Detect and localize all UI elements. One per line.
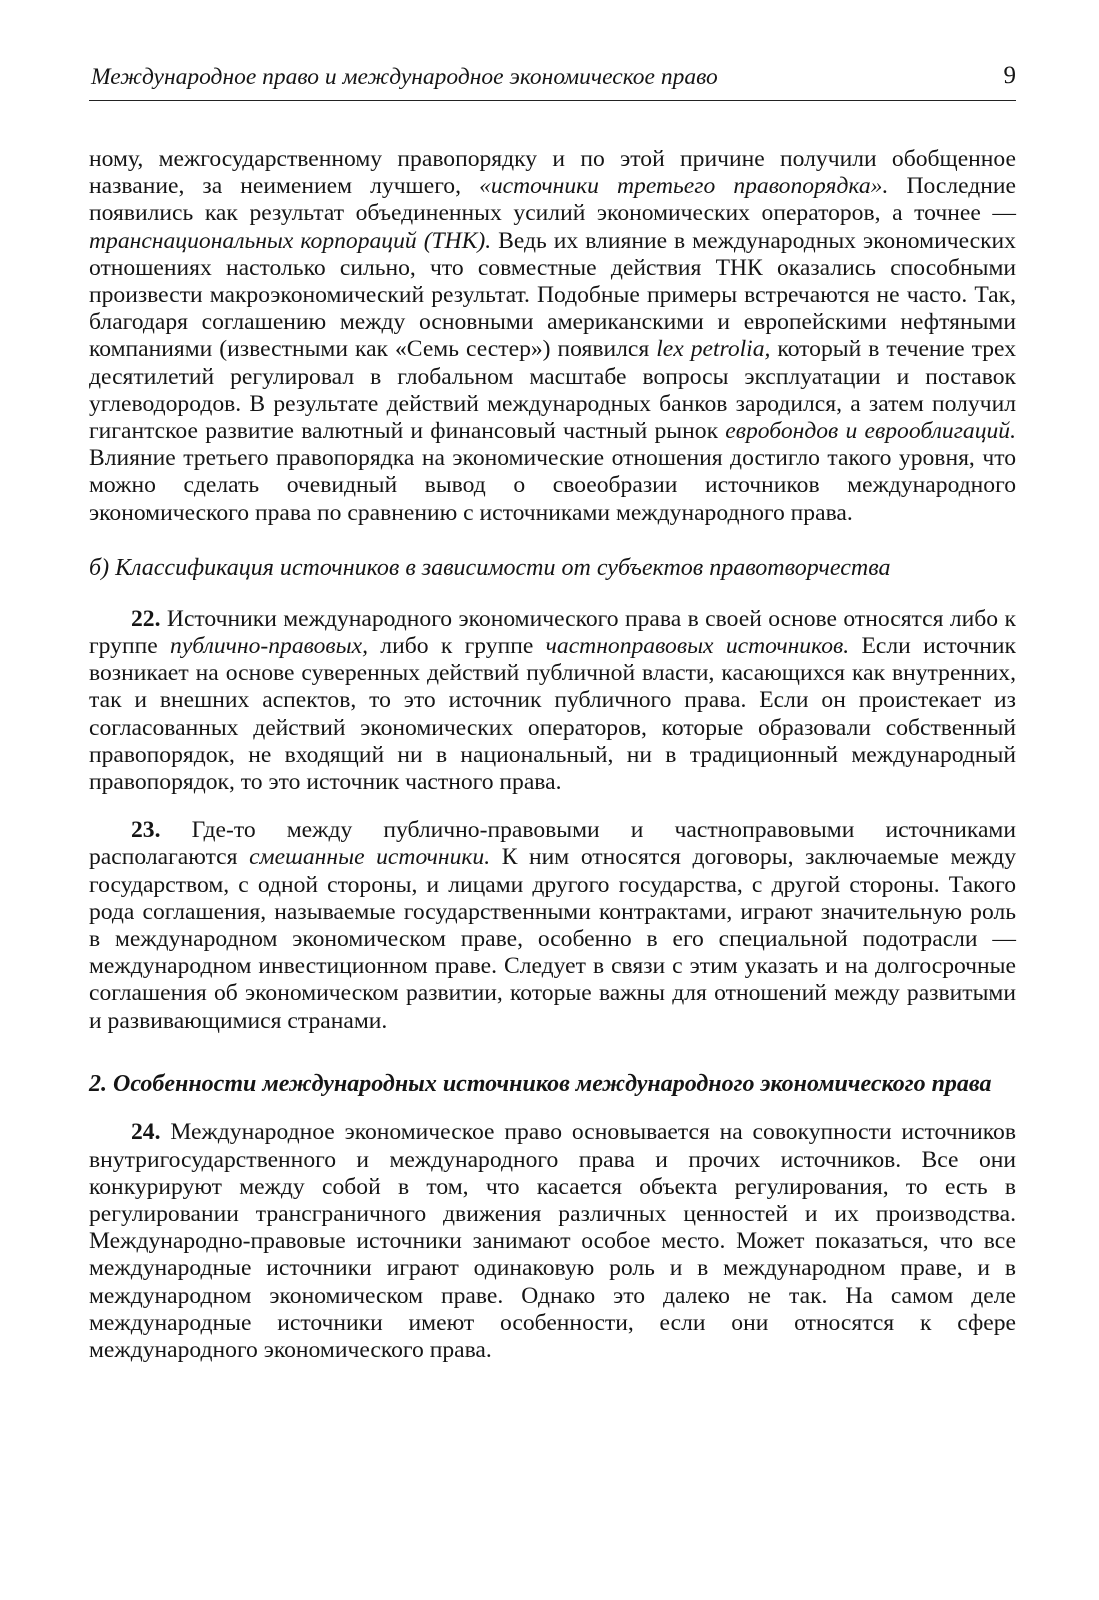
italic-run: евробондов и еврооблигаций. xyxy=(725,418,1016,445)
text-run: который в течение трех десятилетий регулировал в глобальном масштабе вопросы эксплуатации и поставок углеводородов. В результате действий международных банков зародился, а затем получил гигантское развитие валютный и финансовый частный рынок xyxy=(89,336,1016,445)
running-head xyxy=(89,60,1016,101)
italic-run: частноправовых источников. xyxy=(545,633,850,660)
text-run: либо к группе xyxy=(367,633,546,660)
italic-run: смешанные источники. xyxy=(249,844,491,871)
paragraph-23 xyxy=(89,817,1016,1035)
text-run: Где-то между публично-правовыми и частноправовыми источниками располагаются xyxy=(89,817,1016,871)
page-number: 9 xyxy=(1003,62,1016,89)
text-run: Источники международного экономического права в своей основе относятся либо к группе xyxy=(89,605,1016,660)
italic-run: транснациональных корпораций (ТНК). xyxy=(89,227,492,254)
text-run: Влияние третьего правопорядка на экономические отношения достигло такого уровня, что можно сделать очевидный вывод о своеобразии источников международного экономического права по сравнению с источниками международного права. xyxy=(89,445,1016,526)
paragraph-continuation xyxy=(89,146,1016,527)
text-run: ному, межгосударственному правопорядку и по этой причине получили обобщенное название, за неимением лучшего, xyxy=(89,146,1016,200)
paragraph-24 xyxy=(89,1119,1016,1364)
italic-run: публично-правовых, xyxy=(170,633,368,660)
text-run: К ним относятся договоры, заключаемые между государством, с одной стороны, и лицами другого государства, с другой стороны. Такого рода соглашения, называемые государственными контрактами, играют значительную роль в международном экономическом праве, особенно в его специальной подотрасли — международном инвестиционном праве. Следует в связи с этим указать и на долгосрочные соглашения об экономическом развитии, которые важны для отношений между развитыми и развивающимися странами. xyxy=(89,844,1016,1034)
section-2-heading: 2. Особенности международных источников международного экономического права xyxy=(89,1070,992,1097)
paragraph-number: 23. xyxy=(131,817,161,844)
italic-run: «источники третьего правопорядка». xyxy=(479,173,889,200)
paragraph-number: 24. xyxy=(131,1119,161,1146)
body-text xyxy=(89,146,1016,1364)
text-run: Ведь их влияние в международных экономических отношениях настолько сильно, что совместные действия ТНК оказались способными произвести макроэкономический результат. Подобные примеры встречаются не часто. Так, благодаря соглашению между основными американскими и европейскими нефтяными компаниями (известными как «Семь сестер») появился xyxy=(89,227,1016,363)
running-title: Международное право и международное экономическое право xyxy=(91,64,718,90)
text-run: Последние появились как результат объединенных усилий экономических операторов, а точнее — xyxy=(89,173,1017,227)
paragraph-22 xyxy=(89,606,1016,796)
subheading-b: б) Классификация источников в зависимости от субъектов правотворчества xyxy=(89,554,891,581)
italic-run: lex petrolia, xyxy=(656,336,771,363)
document-page xyxy=(89,60,1016,1364)
paragraph-number: 22. xyxy=(131,605,161,632)
text-run: Международное экономическое право основывается на совокупности источников внутригосударственного и международного права и прочих источников. Все они конкурируют между собой в том, что касается объекта регулирования, то есть в регулировании трансграничного движения различных ценностей и их производства. Международно-правовые источники занимают особое место. Может показаться, что все международные источники играют одинаковую роль и в международном праве, и в международном экономическом праве. Однако это далеко не так. На самом деле международные источники имеют особенности, если они относятся к сфере международного экономического права. xyxy=(89,1119,1016,1364)
text-run: Если источник возникает на основе суверенных действий публичной власти, касающихся как внутренних, так и внешних аспектов, то это источник публичного права. Если он проистекает из согласованных действий экономических операторов, которые образовали собственный правопорядок, не входящий ни в национальный, ни в традиционный международный правопорядок, то это источник частного права. xyxy=(89,633,1016,796)
